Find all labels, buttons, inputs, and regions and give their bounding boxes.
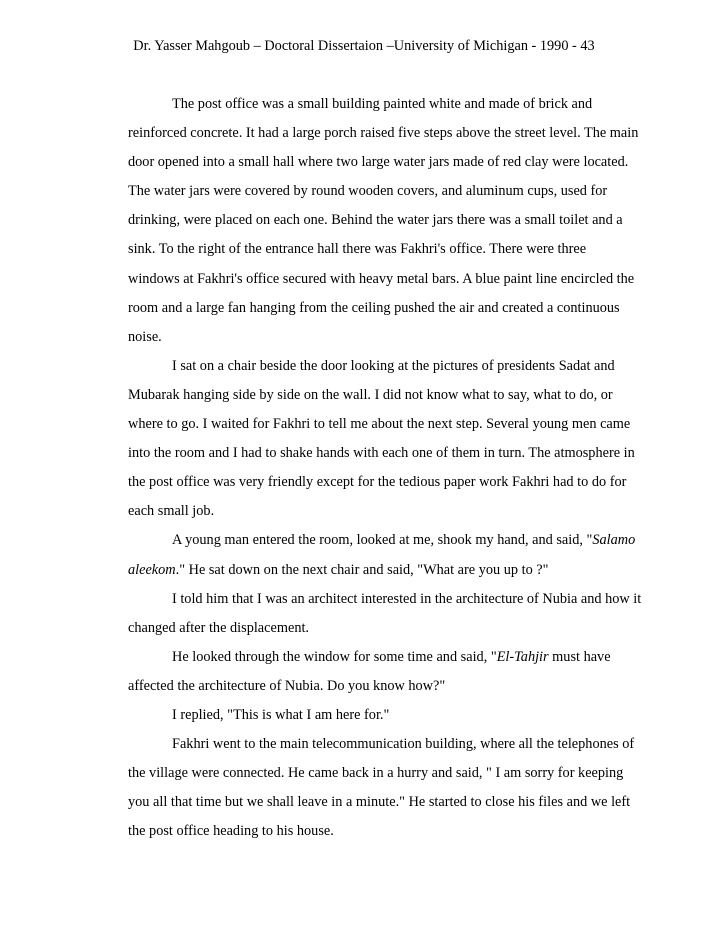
text-line: where to go. I waited for Fakhri to tell me about the next step. Several young men came — [128, 416, 631, 433]
running-header: Dr. Yasser Mahgoub – Doctoral Dissertaion –University of Michigan - 1990 - 43 — [133, 38, 595, 54]
text-line: sink. To the right of the entrance hall there was Fakhri's office. There were three — [128, 241, 587, 258]
paragraph-young-man — [128, 526, 648, 584]
text-line: Mubarak hanging side by side on the wall. I did not know what to say, what to do, or — [128, 386, 613, 403]
text-line: noise. — [128, 328, 162, 345]
text-line: the post office heading to his house. — [128, 823, 334, 840]
text-line — [128, 643, 648, 672]
text-line: Fakhri went to the main telecommunication building, where all the telephones of — [172, 736, 635, 753]
text-line: changed after the displacement. — [128, 619, 310, 636]
paragraph-chair — [128, 352, 648, 527]
text-segment: ." He sat down on the next chair and said, "What are you up to ?" — [175, 561, 549, 578]
text-segment: A young man entered the room, looked at me, shook my hand, and said, " — [172, 532, 593, 549]
italic-term: aleekom — [128, 561, 176, 578]
paragraph-el-tahjir — [128, 643, 648, 701]
text-line: windows at Fakhri's office secured with heavy metal bars. A blue paint line encircled the — [128, 270, 635, 287]
text-line: The post office was a small building painted white and made of brick and — [172, 96, 593, 112]
paragraph-architect — [128, 585, 648, 643]
paragraph-telecommunication — [128, 730, 648, 846]
paragraph-post-office — [128, 90, 648, 352]
text-line: reinforced concrete. It had a large porch raised five steps above the street level. The main — [128, 125, 639, 142]
italic-term: Salamo — [592, 532, 636, 549]
text-line: The water jars were covered by round wooden covers, and aluminum cups, used for — [128, 183, 608, 200]
text-line: I sat on a chair beside the door looking at the pictures of presidents Sadat and — [172, 357, 615, 374]
text-line: I replied, "This is what I am here for." — [172, 706, 390, 723]
text-line: affected the architecture of Nubia. Do you know how?" — [128, 677, 446, 694]
text-line: you all that time but we shall leave in a minute." He started to close his files and we left — [128, 794, 631, 811]
text-line: I told him that I was an architect interested in the architecture of Nubia and how it — [172, 590, 642, 607]
text-segment: He looked through the window for some time and said, " — [172, 648, 497, 665]
text-line — [128, 556, 648, 585]
text-line: each small job. — [128, 503, 215, 520]
text-line: room and a large fan hanging from the ceiling pushed the air and created a continuous — [128, 299, 620, 316]
text-line: the post office was very friendly except for the tedious paper work Fakhri had to do for — [128, 474, 627, 491]
italic-term: El-Tahjir — [496, 648, 549, 665]
body-text — [128, 90, 648, 846]
text-line: drinking, were placed on each one. Behind the water jars there was a small toilet and a — [128, 212, 623, 229]
text-line: door opened into a small hall where two large water jars made of red clay were located. — [128, 154, 629, 171]
text-line — [128, 526, 648, 555]
text-line: into the room and I had to shake hands with each one of them in turn. The atmosphere in — [128, 445, 635, 462]
text-line: the village were connected. He came back in a hurry and said, " I am sorry for keeping — [128, 765, 624, 782]
text-segment: must have — [548, 648, 611, 665]
paragraph-reply — [128, 701, 648, 730]
